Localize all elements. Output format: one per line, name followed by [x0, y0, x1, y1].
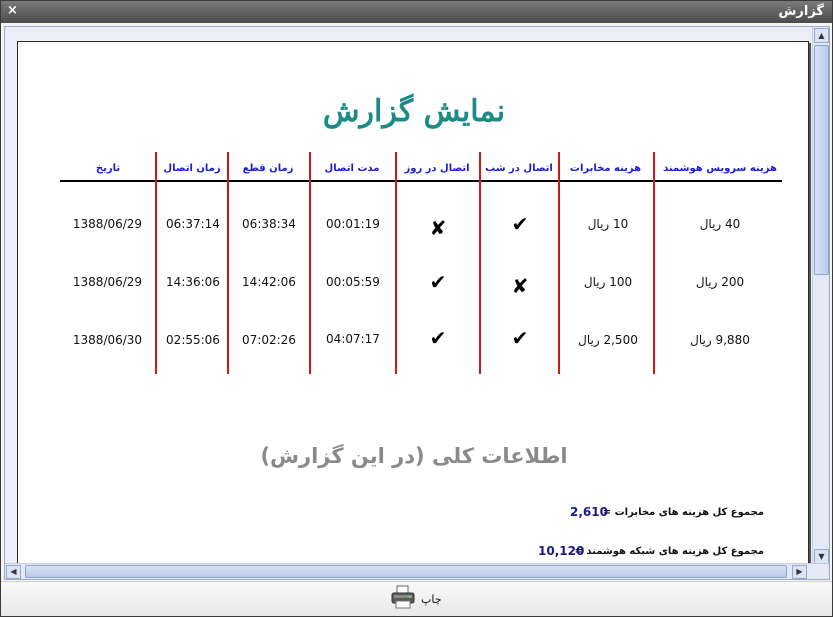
scroll-left-icon[interactable]: ◀ — [6, 565, 21, 579]
title-bar — [1, 1, 832, 23]
window-title: گزارش — [778, 4, 824, 19]
report-page — [17, 41, 809, 566]
smart-cost-cell: 40 ریال — [699, 217, 741, 231]
column-divider — [558, 152, 560, 374]
footer-toolbar — [1, 581, 832, 616]
disconnect-time-cell: 07:02:26 — [242, 333, 296, 347]
column-header-telecom-cost: هزینه مخابرات — [569, 163, 642, 174]
column-header-disconnect: زمان قطع — [242, 163, 294, 174]
smart-total-value: 10,120 — [538, 544, 585, 558]
smart-cost-cell: 200 ریال — [695, 275, 745, 289]
print-button[interactable] — [389, 585, 449, 613]
cross-icon: ✔ — [511, 212, 529, 236]
date-cell: 1388/06/29 — [72, 217, 143, 231]
check-icon: ✔ — [429, 326, 447, 350]
column-header-date: تاریخ — [95, 163, 121, 174]
column-divider — [479, 152, 481, 374]
header-separator — [60, 180, 782, 182]
disconnect-time-cell: 14:42:06 — [242, 275, 296, 289]
connect-time-cell: 06:37:14 — [166, 217, 220, 231]
duration-cell: 00:01:19 — [326, 217, 380, 231]
telecom-total-label: مجموع کل هزینه های مخابرات = — [602, 507, 764, 518]
check-icon: ✔ — [511, 326, 529, 350]
duration-cell: 00:05:59 — [326, 275, 380, 289]
column-header-night: اتصال در شب — [485, 163, 553, 174]
connect-time-cell: 02:55:06 — [166, 333, 220, 347]
vertical-scrollbar[interactable] — [812, 27, 829, 565]
check-icon: ✔ — [429, 270, 447, 294]
scroll-right-icon[interactable]: ▶ — [792, 565, 807, 579]
smart-cost-cell: 9,880 ریال — [690, 333, 750, 347]
smart-total-label: مجموع کل هزینه های شبکه هوشمند = — [574, 546, 764, 557]
scroll-up-icon[interactable]: ▲ — [814, 28, 829, 43]
telecom-cost-cell: 10 ریال — [587, 217, 629, 231]
cross-icon: ✘ — [511, 274, 529, 298]
column-header-duration: مدت اتصال — [324, 163, 380, 174]
column-header-smart-cost: هزینه سرویس هوشمند — [663, 163, 777, 174]
horizontal-scroll-thumb[interactable] — [25, 565, 787, 578]
telecom-total-value: 2,610 — [570, 505, 608, 519]
connect-time-cell: 14:36:06 — [166, 275, 220, 289]
telecom-cost-cell: 2,500 ریال — [578, 333, 638, 347]
printer-icon — [389, 584, 417, 614]
report-title: نمایش گزارش — [322, 94, 506, 129]
date-cell: 1388/06/30 — [72, 333, 143, 347]
close-icon[interactable]: × — [7, 3, 18, 18]
column-header-connect: زمان اتصال — [163, 163, 221, 174]
column-header-day: اتصال در روز — [404, 163, 470, 174]
summary-title: اطلاعات کلی (در این گزارش) — [260, 444, 568, 468]
disconnect-time-cell: 06:38:34 — [242, 217, 296, 231]
column-divider — [395, 152, 397, 374]
column-divider — [309, 152, 311, 374]
scroll-down-icon[interactable]: ▼ — [814, 549, 829, 564]
horizontal-scrollbar[interactable] — [5, 563, 829, 579]
cross-icon: ✘ — [429, 216, 447, 240]
telecom-cost-cell: 100 ریال — [583, 275, 633, 289]
vertical-scroll-thumb[interactable] — [814, 45, 829, 275]
column-divider — [155, 152, 157, 374]
duration-cell: 04:07:17 — [326, 332, 380, 346]
print-label: چاپ — [421, 592, 442, 606]
date-cell: 1388/06/29 — [72, 275, 143, 289]
report-viewer — [4, 26, 830, 580]
